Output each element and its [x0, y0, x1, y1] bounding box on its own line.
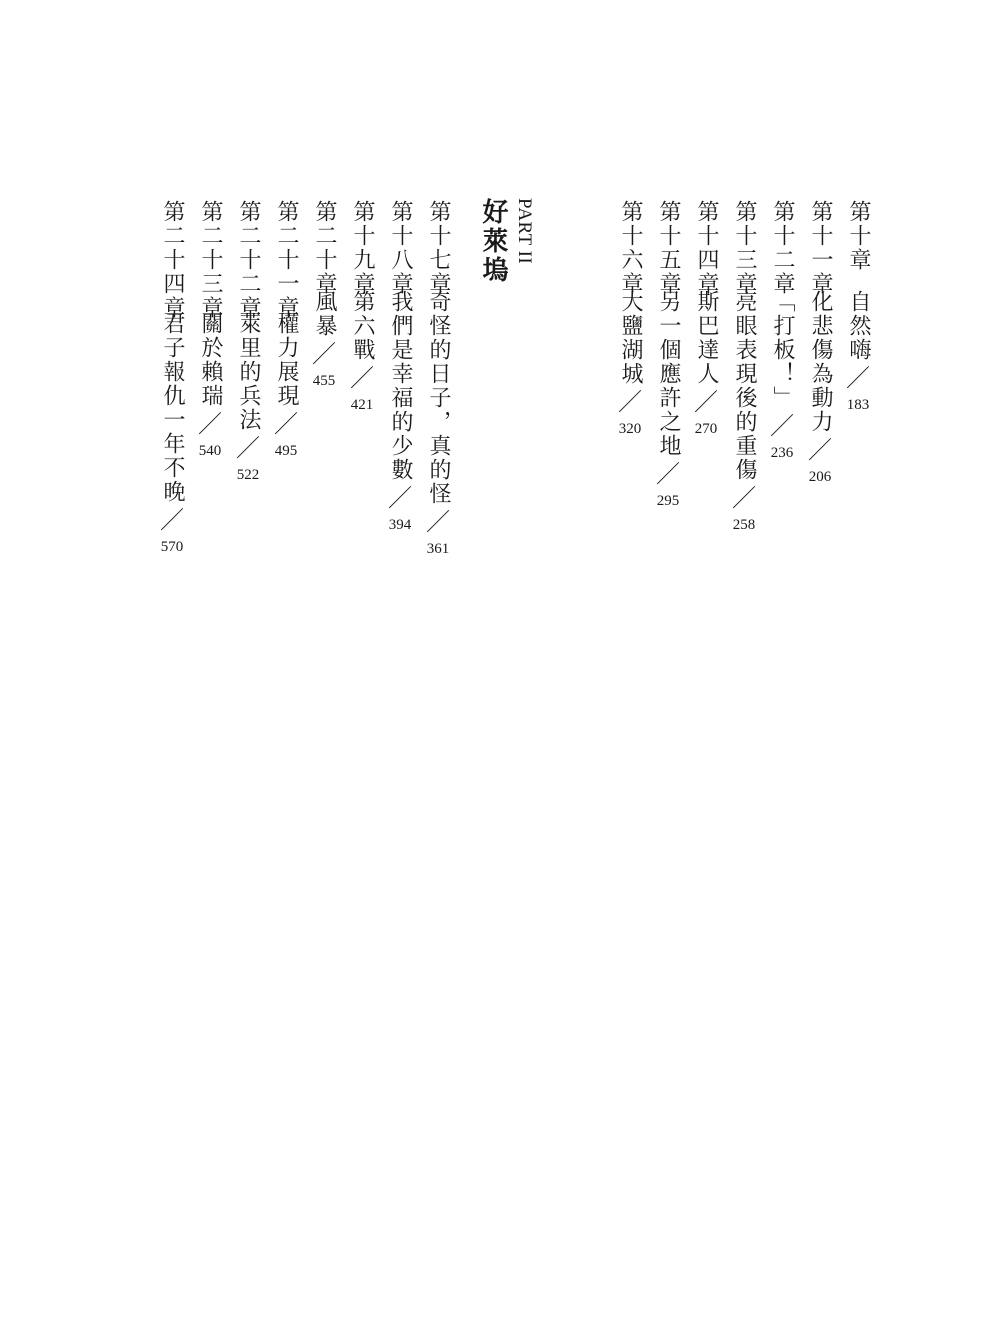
toc-entry: [652, 200, 684, 510]
chapter-title: 權力展現: [274, 312, 299, 408]
chapter-number: 第十八章: [388, 200, 413, 296]
toc-entry: [728, 200, 760, 534]
toc-entry: [346, 200, 378, 414]
toc-entry: [766, 200, 798, 462]
chapter-title: 萊里的兵法: [236, 312, 261, 432]
chapter-title: 大鹽湖城: [618, 290, 643, 386]
chapter-number: 第十一章: [808, 200, 833, 296]
toc-entry: [842, 200, 874, 414]
page-number: 270: [694, 421, 718, 437]
chapter-number: 第十章: [846, 200, 871, 272]
toc-entry: [422, 200, 454, 558]
toc-entry: [308, 200, 340, 390]
toc-entry: [232, 200, 264, 484]
separator-slash: ／: [656, 460, 680, 488]
separator-slash: ／: [274, 410, 298, 438]
chapter-title: 第六戰: [350, 290, 375, 362]
part-label: PART II: [514, 198, 535, 265]
chapter-number: 第十七章: [426, 200, 451, 296]
page-number: 236: [770, 445, 794, 461]
page-number: 394: [388, 517, 412, 533]
chapter-number: 第十六章: [618, 200, 643, 296]
page-number: 320: [618, 421, 642, 437]
chapter-number: 第二十三章: [198, 200, 223, 320]
separator-slash: ／: [770, 412, 794, 440]
toc-entry: [614, 200, 646, 438]
separator-slash: ／: [312, 340, 336, 368]
page-number: 495: [274, 443, 298, 459]
separator-slash: ／: [198, 410, 222, 438]
page-number: 258: [732, 517, 756, 533]
page-number: 570: [160, 539, 184, 555]
chapter-title: 斯巴達人: [694, 290, 719, 386]
separator-slash: ／: [350, 364, 374, 392]
chapter-number: 第二十一章: [274, 200, 299, 320]
chapter-title: 奇怪的日子，真的怪: [426, 290, 451, 506]
toc-entry: [156, 200, 188, 556]
chapter-title: 關於賴瑞: [198, 312, 223, 408]
page-number: 206: [808, 469, 832, 485]
toc-entry: [804, 200, 836, 486]
separator-slash: ／: [808, 436, 832, 464]
chapter-title: 化悲傷為動力: [808, 290, 833, 434]
page-number: 421: [350, 397, 374, 413]
page-number: 361: [426, 541, 450, 557]
separator-slash: ／: [618, 388, 642, 416]
chapter-number: 第十四章: [694, 200, 719, 296]
chapter-title: 君子報仇一年不晚: [160, 312, 185, 504]
toc-entry: [270, 200, 302, 460]
separator-slash: ／: [694, 388, 718, 416]
separator-slash: ／: [846, 364, 870, 392]
part-title: 好萊塢: [478, 198, 508, 285]
chapter-title: 我們是幸福的少數: [388, 290, 413, 482]
page-number: 455: [312, 373, 336, 389]
page-number: 295: [656, 493, 680, 509]
chapter-number: 第十三章: [732, 200, 757, 296]
toc-entry: [690, 200, 722, 438]
separator-slash: ／: [236, 434, 260, 462]
chapter-title: 「打板！」: [770, 290, 795, 410]
separator-slash: ／: [732, 484, 756, 512]
chapter-number: 第二十章: [312, 200, 337, 296]
chapter-number: 第二十四章: [160, 200, 185, 320]
chapter-number: 第二十二章: [236, 200, 261, 320]
chapter-title: 亮眼表現後的重傷: [732, 290, 757, 482]
page-number: 522: [236, 467, 260, 483]
page-number: 540: [198, 443, 222, 459]
separator-slash: ／: [388, 484, 412, 512]
chapter-title: 另一個應許之地: [656, 290, 681, 458]
page-number: 183: [846, 397, 870, 413]
chapter-title: 風暴: [312, 290, 337, 338]
toc-entry: [194, 200, 226, 460]
chapter-number: 第十二章: [770, 200, 795, 296]
toc-entry: [384, 200, 416, 534]
chapter-title: 自然嗨: [846, 290, 871, 362]
separator-slash: ／: [426, 508, 450, 536]
chapter-number: 第十九章: [350, 200, 375, 296]
separator-slash: ／: [160, 506, 184, 534]
chapter-number: 第十五章: [656, 200, 681, 296]
